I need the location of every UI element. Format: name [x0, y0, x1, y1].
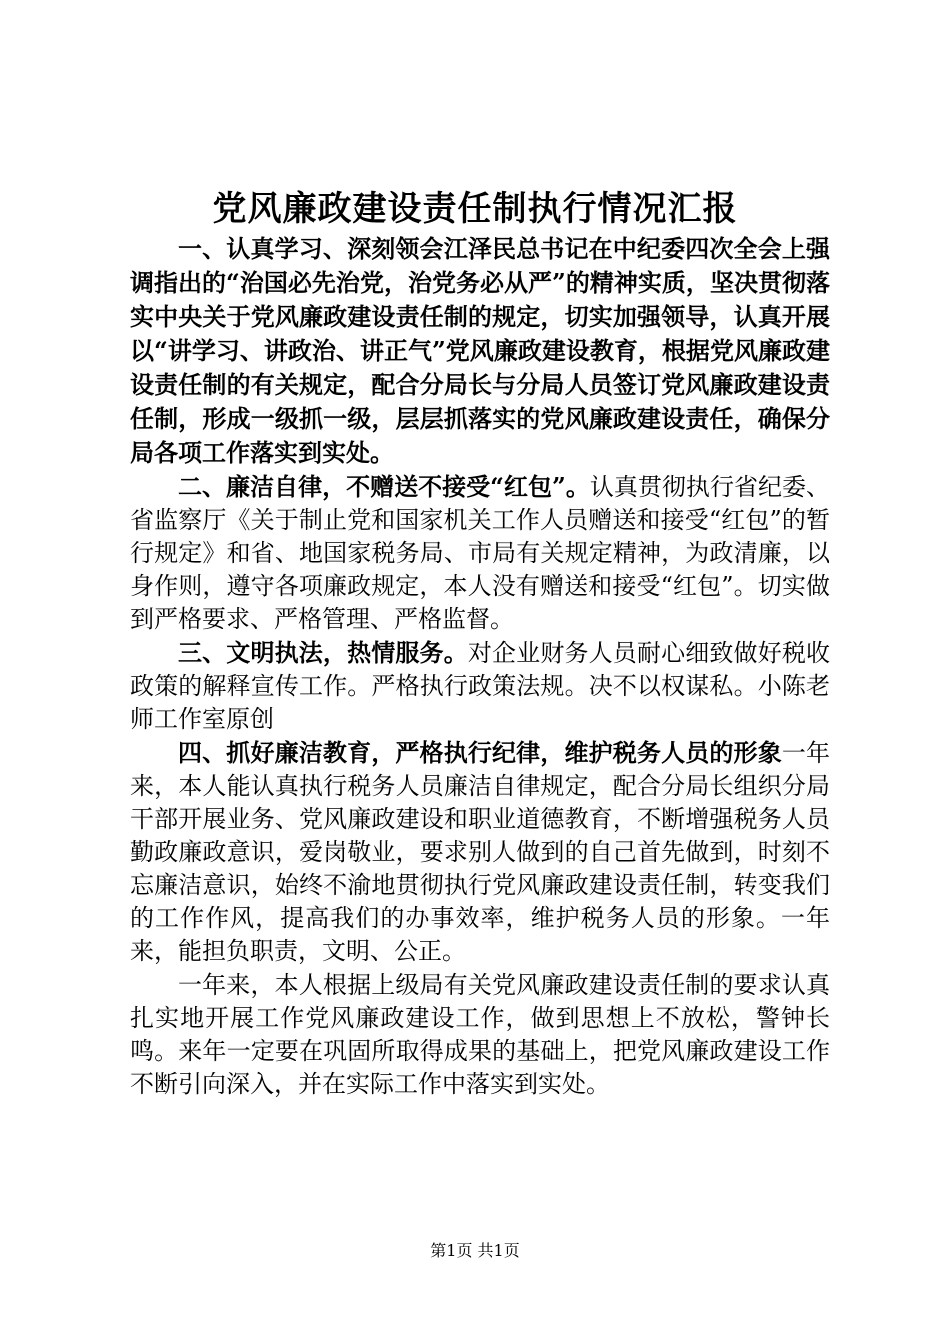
page-footer: 第1页 共1页: [430, 1241, 520, 1260]
paragraph-3: [130, 636, 830, 736]
paragraph-4-lead: 四、抓好廉洁教育，严格执行纪律，维护税务人员的形象: [178, 738, 782, 767]
paragraph-3-text: 对企业财务人员耐心细致做好税收政策的解释宣传工作。严格执行政策法规。决不以权谋私。小陈老师工作室原创: [130, 639, 831, 733]
paragraph-5: [130, 968, 830, 1101]
document-body: [130, 232, 830, 1101]
paragraph-1-lead: 一、认真学习、深刻领会江泽民总书记在中纪委四次全会上强调指出的“治国必先治党，治党务必从严”的精神实质，坚决贯彻落实中央关于党风廉政建设责任制的规定，切实加强领导，认真开展以“讲学习、讲政治、讲正气”党风廉政建设教育，根据党风廉政建设责任制的有关规定，配合分局长与分局人员签订党风廉政建设责任制，形成一级抓一级，层层抓落实的党风廉政建设责任，确保分局各项工作落实到实处。: [130, 234, 830, 467]
paragraph-2-text: 认真贯彻执行省纪委、省监察厅《关于制止党和国家机关工作人员赠送和接受“红包”的暂行规定》和省、地国家税务局、市局有关规定精神，为政清廉，以身作则，遵守各项廉政规定，本人没有赠送和接受“红包”。切实做到严格要求、严格管理、严格监督。: [130, 473, 831, 633]
paragraph-2-lead: 二、廉洁自律，不赠送不接受“红包”。: [178, 472, 590, 501]
paragraph-3-lead: 三、文明执法，热情服务。: [178, 638, 468, 667]
paragraph-1: [130, 232, 830, 470]
paragraph-2: [130, 470, 830, 636]
document-title: 党风廉政建设责任制执行情况汇报: [212, 189, 738, 229]
paragraph-4-text: 一年来，本人能认真执行税务人员廉洁自律规定，配合分局长组织分局干部开展业务、党风廉政建设和职业道德教育，不断增强税务人员勤政廉政意识，爱岗敬业，要求别人做到的自己首先做到，时刻不忘廉洁意识，始终不渝地贯彻执行党风廉政建设责任制，转变我们的工作作风，提高我们的办事效率，维护税务人员的形象。一年来，能担负职责，文明、公正。: [130, 739, 831, 965]
paragraph-5-text: 一年来，本人根据上级局有关党风廉政建设责任制的要求认真扎实地开展工作党风廉政建设工作，做到思想上不放松，警钟长鸣。来年一定要在巩固所取得成果的基础上，把党风廉政建设工作不断引向深入，并在实际工作中落实到实处。: [130, 971, 830, 1098]
paragraph-4: [130, 736, 830, 968]
